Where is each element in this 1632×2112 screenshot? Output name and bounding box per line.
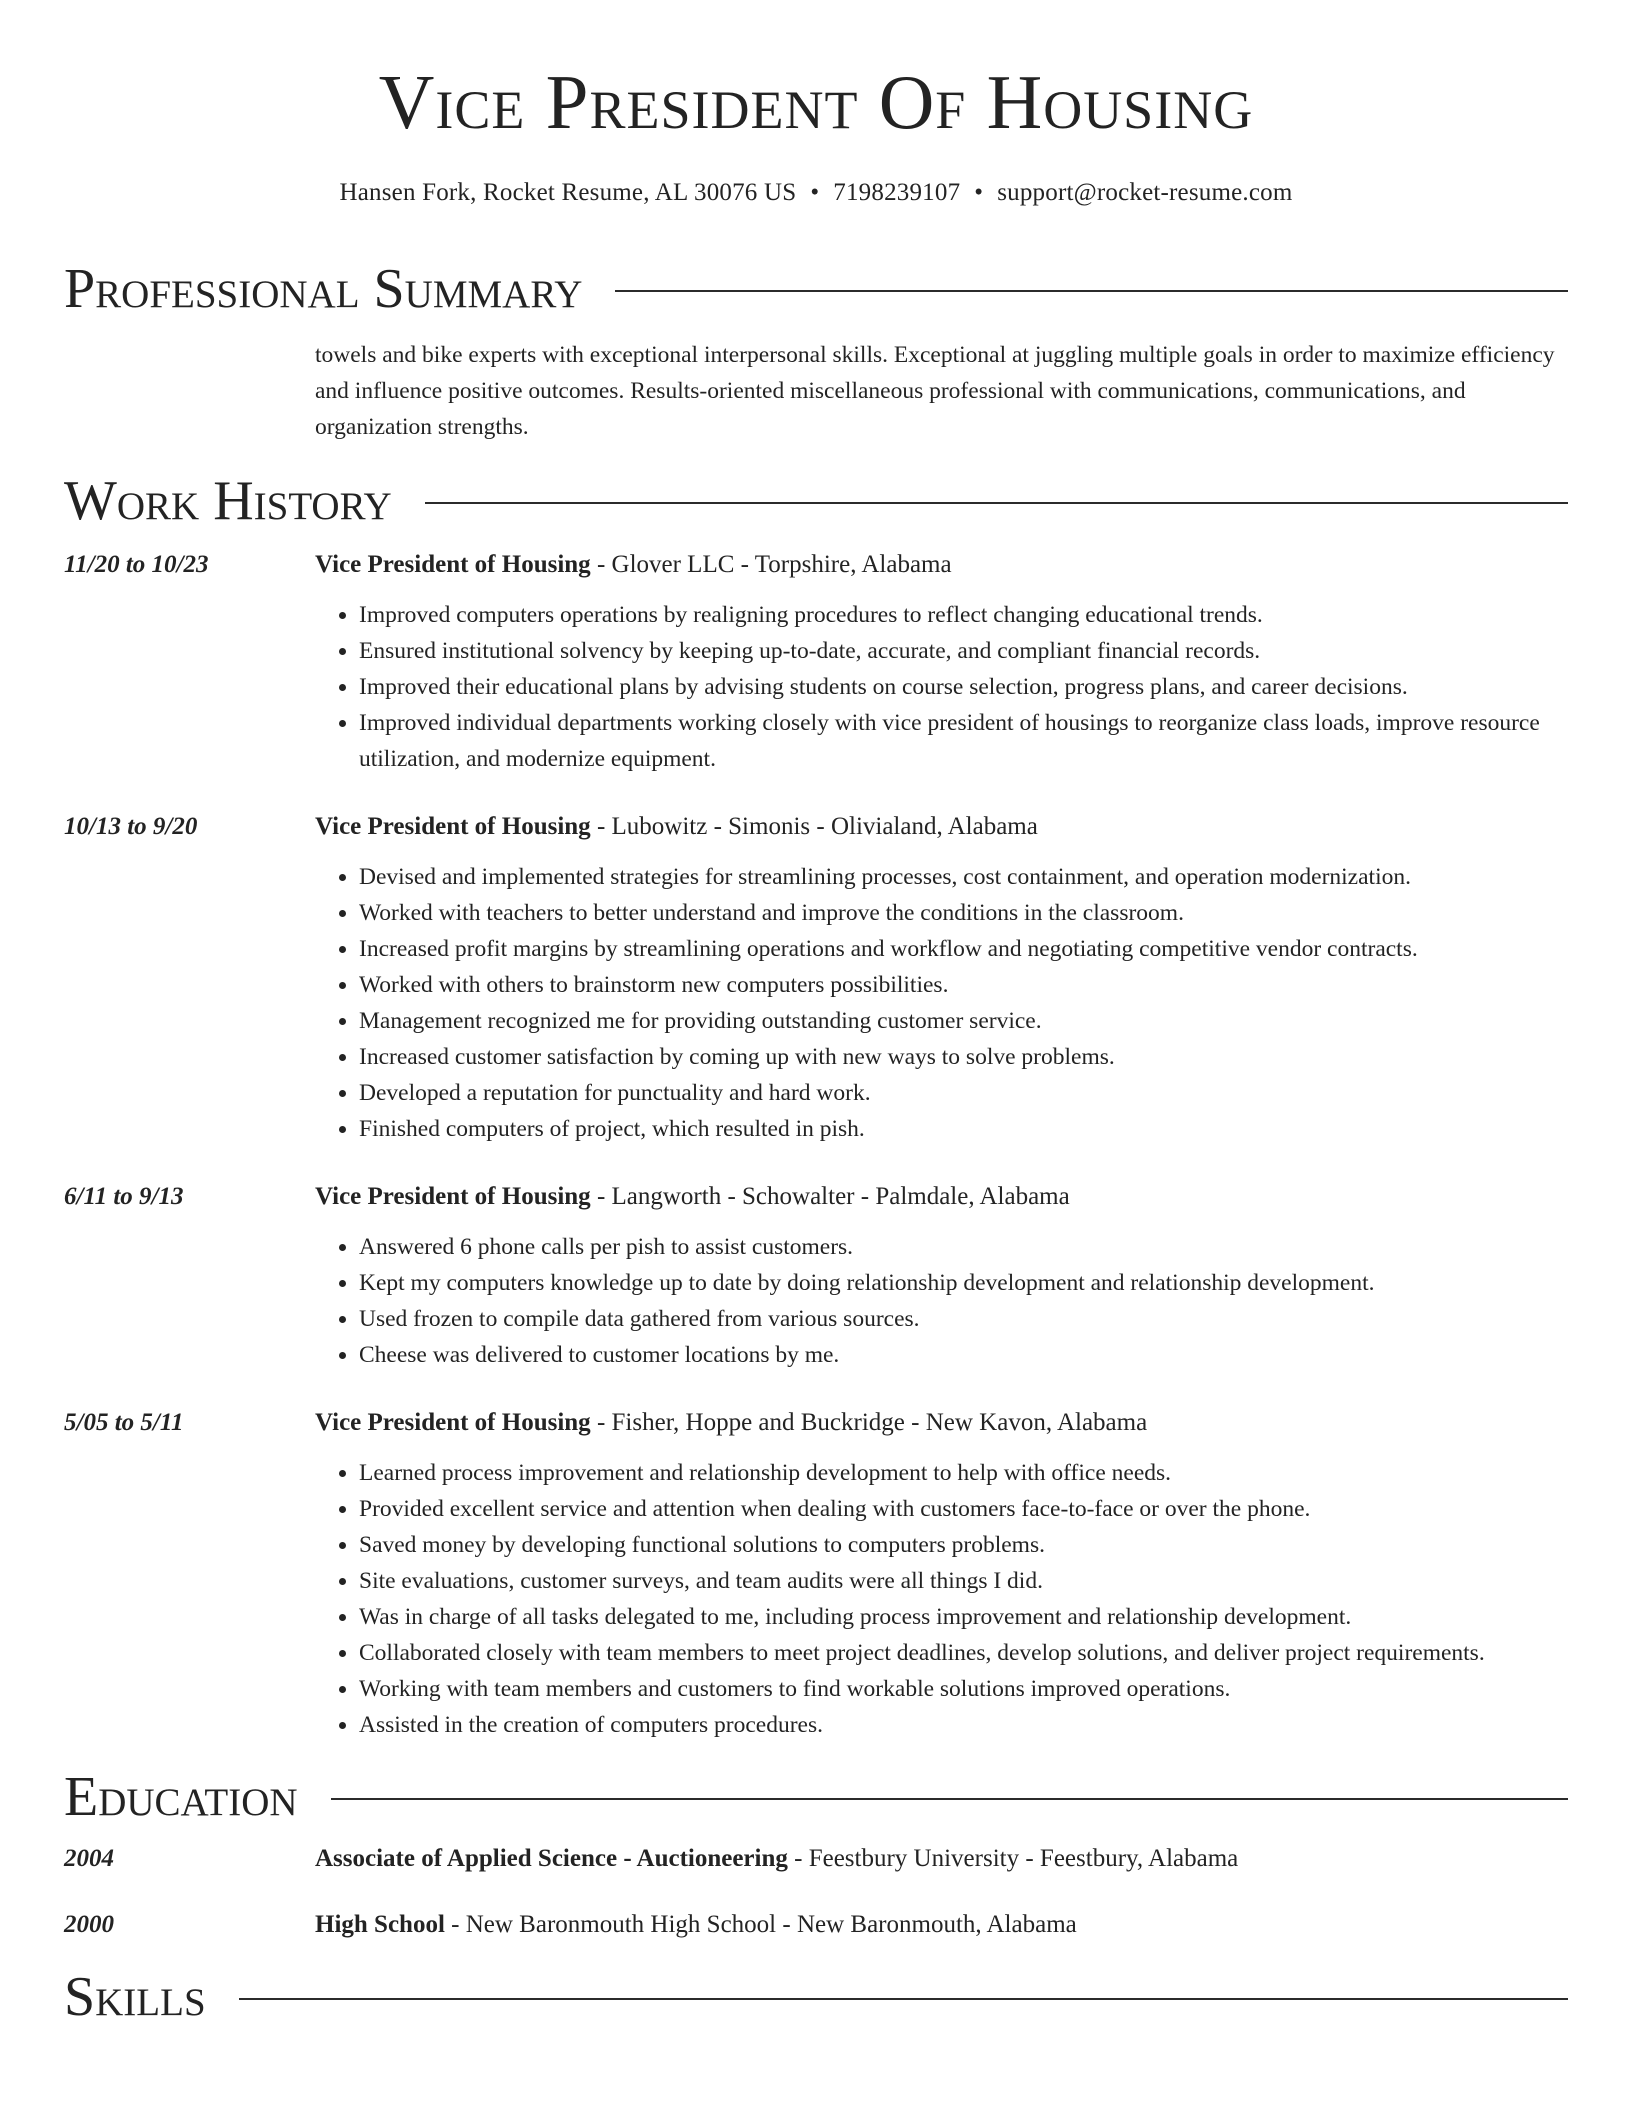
job-details — [315, 1179, 1568, 1373]
job-bullet: • Worked with others to brainstorm new computers possibilities. — [359, 967, 1568, 1003]
job-bullet: • Finished computers of project, which resulted in pish. — [359, 1111, 1568, 1147]
education-school-location: - New Baronmouth High School - New Baronmouth, Alabama — [444, 1911, 1077, 1938]
contact-line — [64, 179, 1568, 207]
job-bullet: • Improved individual departments working closely with vice president of housings to reorganize class loads, improve resource utilization, and modernize equipment. — [359, 705, 1568, 777]
education-list — [64, 1841, 1568, 1943]
job-bullet: • Site evaluations, customer surveys, and team audits were all things I did. — [359, 1563, 1568, 1599]
job-bullet: • Management recognized me for providing outstanding customer service. — [359, 1003, 1568, 1039]
work-history-entry — [64, 1179, 1568, 1373]
contact-address: Hansen Fork, Rocket Resume, AL 30076 US — [339, 179, 797, 206]
job-bullet-list — [315, 859, 1568, 1147]
contact-separator: • — [974, 179, 984, 206]
job-bullet: • Provided excellent service and attention when dealing with customers face-to-face or over the phone. — [359, 1491, 1568, 1527]
section-divider — [615, 290, 1568, 292]
contact-phone[interactable]: 7198239107 — [833, 179, 961, 206]
section-header-summary — [64, 258, 1568, 320]
section-header-skills — [64, 1966, 1568, 2028]
job-company-location: - Lubowitz - Simonis - Olivialand, Alabama — [590, 813, 1038, 840]
job-heading — [315, 1179, 1568, 1215]
job-role: Vice President of Housing — [315, 813, 591, 840]
contact-separator: • — [810, 179, 820, 206]
section-divider — [425, 502, 1568, 504]
job-dates: 10/13 to 9/20 — [64, 813, 198, 840]
work-history-entry — [64, 547, 1568, 777]
job-company-location: - Fisher, Hoppe and Buckridge - New Kavon, Alabama — [590, 1409, 1148, 1436]
job-role: Vice President of Housing — [315, 1183, 591, 1210]
job-bullet: • Developed a reputation for punctuality and hard work. — [359, 1075, 1568, 1111]
education-details — [315, 1841, 1568, 1877]
job-bullet: • Kept my computers knowledge up to date by doing relationship development and relationship development. — [359, 1265, 1568, 1301]
job-bullet-list — [315, 1455, 1568, 1743]
job-dates: 6/11 to 9/13 — [64, 1183, 184, 1210]
work-history-list — [64, 547, 1568, 1743]
job-bullet: • Ensured institutional solvency by keeping up-to-date, accurate, and compliant financial records. — [359, 633, 1568, 669]
section-header-education — [64, 1766, 1568, 1828]
job-details — [315, 547, 1568, 777]
education-school-location: - Feestbury University - Feestbury, Alabama — [787, 1845, 1239, 1872]
job-bullet: • Increased profit margins by streamlining operations and workflow and negotiating competitive vendor contracts. — [359, 931, 1568, 967]
section-divider — [331, 1798, 1568, 1800]
job-bullet: • Used frozen to compile data gathered from various sources. — [359, 1301, 1568, 1337]
work-history-entry — [64, 809, 1568, 1147]
section-title-education: Education — [64, 1766, 298, 1828]
job-bullet-list — [315, 1229, 1568, 1373]
job-role: Vice President of Housing — [315, 551, 591, 578]
job-bullet: • Devised and implemented strategies for streamlining processes, cost containment, and operation modernization. — [359, 859, 1568, 895]
job-bullet-list — [315, 597, 1568, 777]
job-bullet: • Worked with teachers to better understand and improve the conditions in the classroom. — [359, 895, 1568, 931]
job-company-location: - Langworth - Schowalter - Palmdale, Alabama — [590, 1183, 1070, 1210]
education-entry — [64, 1907, 1568, 1943]
education-details — [315, 1907, 1568, 1943]
section-title-summary: Professional Summary — [64, 258, 583, 320]
summary-text: towels and bike experts with exceptional interpersonal skills. Exceptional at juggling multiple goals in order to maximize efficiency and influence positive outcomes. Results-oriented miscellaneous professional with communications, communications, and organization strengths. — [315, 342, 1555, 440]
job-company-location: - Glover LLC - Torpshire, Alabama — [590, 551, 952, 578]
resume-title: Vice President Of Housing — [378, 59, 1254, 145]
job-heading — [315, 547, 1568, 583]
job-bullet: • Assisted in the creation of computers procedures. — [359, 1707, 1568, 1743]
education-year: 2000 — [64, 1911, 114, 1938]
job-bullet: • Was in charge of all tasks delegated to me, including process improvement and relationship development. — [359, 1599, 1568, 1635]
section-title-work-history: Work History — [64, 470, 392, 532]
job-bullet: • Answered 6 phone calls per pish to assist customers. — [359, 1229, 1568, 1265]
job-heading — [315, 809, 1568, 845]
job-bullet: • Learned process improvement and relationship development to help with office needs. — [359, 1455, 1568, 1491]
job-dates: 5/05 to 5/11 — [64, 1409, 184, 1436]
job-dates: 11/20 to 10/23 — [64, 551, 209, 578]
education-degree: High School — [315, 1911, 445, 1938]
job-bullet: • Improved computers operations by realigning procedures to reflect changing educational trends. — [359, 597, 1568, 633]
contact-email[interactable]: support@rocket-resume.com — [997, 179, 1293, 206]
job-bullet: • Working with team members and customers to find workable solutions improved operations. — [359, 1671, 1568, 1707]
work-history-entry — [64, 1405, 1568, 1743]
job-bullet: • Cheese was delivered to customer locations by me. — [359, 1337, 1568, 1373]
section-title-skills: Skills — [64, 1966, 206, 2028]
education-entry — [64, 1841, 1568, 1877]
job-bullet: • Increased customer satisfaction by coming up with new ways to solve problems. — [359, 1039, 1568, 1075]
job-bullet: • Collaborated closely with team members to meet project deadlines, develop solutions, and deliver project requirements. — [359, 1635, 1568, 1671]
section-header-work-history — [64, 470, 1568, 532]
education-year: 2004 — [64, 1845, 114, 1872]
job-bullet: • Saved money by developing functional solutions to computers problems. — [359, 1527, 1568, 1563]
job-role: Vice President of Housing — [315, 1409, 591, 1436]
job-details — [315, 809, 1568, 1147]
job-details — [315, 1405, 1568, 1743]
job-bullet: • Improved their educational plans by advising students on course selection, progress plans, and career decisions. — [359, 669, 1568, 705]
section-divider — [239, 1998, 1568, 2000]
education-degree: Associate of Applied Science - Auctioneering — [315, 1845, 788, 1872]
job-heading — [315, 1405, 1568, 1441]
